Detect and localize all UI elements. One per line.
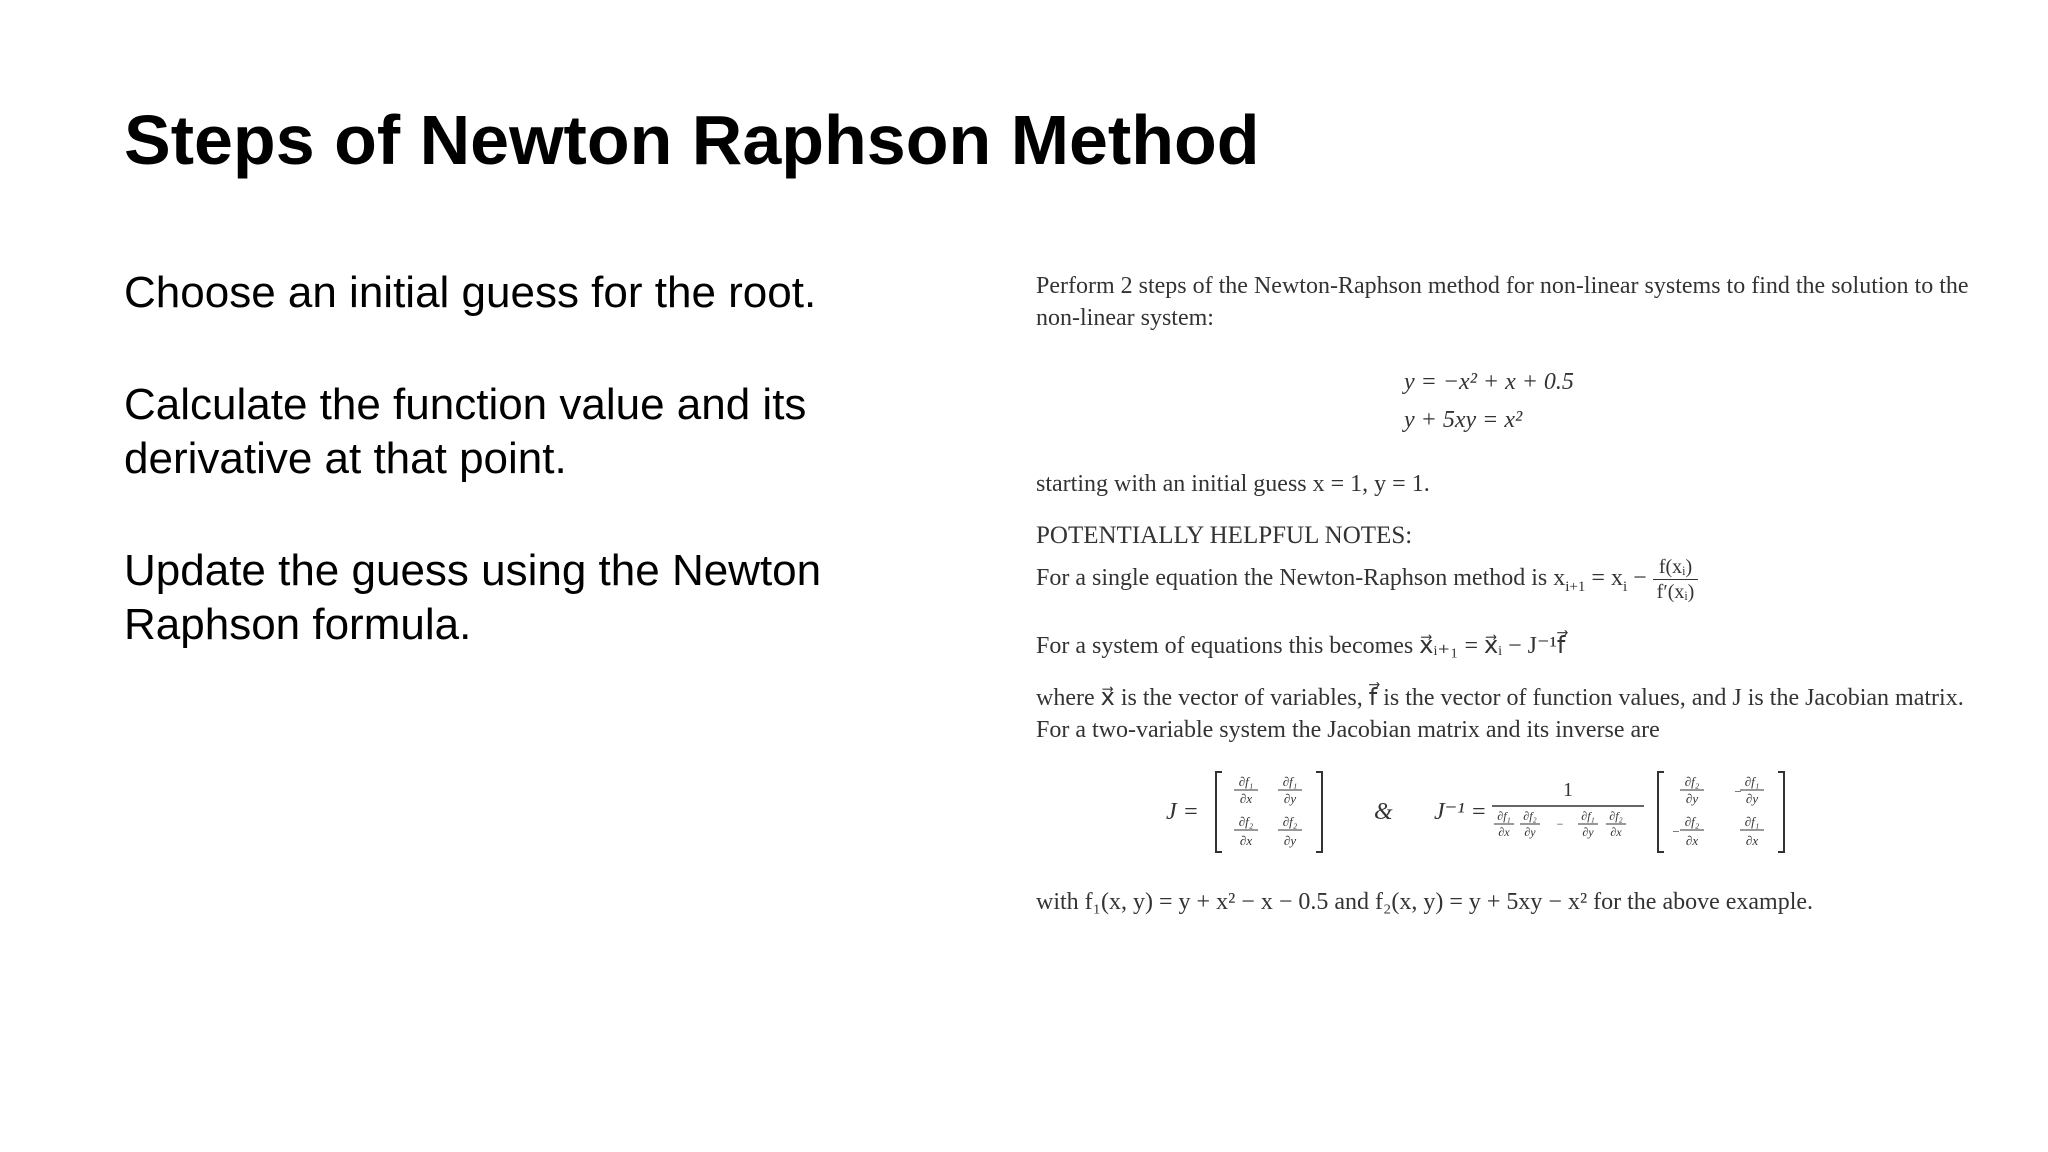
jacobian-inverse-scalar	[1488, 774, 1648, 854]
jacobian-inverse-label: J⁻¹ =	[1434, 799, 1487, 825]
svg-text:∂y: ∂y	[1283, 791, 1297, 806]
svg-text:∂f₁: ∂f₁	[1497, 809, 1511, 823]
svg-text:∂f₁: ∂f₁	[1238, 774, 1254, 789]
single-eq-fraction	[1653, 555, 1699, 604]
notes-heading: POTENTIALLY HELPFUL NOTES:	[1036, 522, 1413, 549]
single-equation-line	[1036, 548, 1698, 617]
problem-image	[1036, 266, 1969, 936]
slide-title: Steps of Newton Raphson Method	[124, 101, 1260, 179]
jacobian-label: J =	[1166, 799, 1199, 825]
fraction-numerator: f(xᵢ)	[1653, 555, 1699, 580]
svg-text:∂x: ∂x	[1239, 791, 1253, 806]
svg-text:∂x: ∂x	[1239, 833, 1253, 848]
jacobian-matrix	[1214, 770, 1324, 854]
svg-text:∂f₂: ∂f₂	[1684, 774, 1700, 789]
jacobian-inverse-matrix	[1656, 770, 1786, 854]
svg-text:∂x: ∂x	[1610, 825, 1622, 839]
system-text: For a system of equations this becomes x⃗ᵢ₊₁ = x⃗ᵢ − J⁻¹f⃗	[1036, 633, 1566, 659]
bullet-item	[124, 544, 924, 652]
bullet-line: Choose an initial guess for the root.	[124, 268, 817, 317]
svg-text:∂f₂: ∂f₂	[1609, 809, 1623, 823]
svg-text:−: −	[1734, 784, 1742, 799]
equation-2: y + 5xy = x²	[1404, 407, 1523, 433]
bullet-list	[124, 266, 924, 710]
svg-text:∂x: ∂x	[1685, 833, 1699, 848]
svg-text:∂y: ∂y	[1524, 825, 1536, 839]
svg-text:∂f₂: ∂f₂	[1238, 814, 1254, 829]
fraction-denominator: f′(xᵢ)	[1656, 580, 1695, 603]
single-eq-text: For a single equation the Newton-Raphson method is x	[1036, 565, 1566, 591]
svg-text:−: −	[1672, 824, 1680, 839]
svg-text:∂y: ∂y	[1582, 825, 1594, 839]
problem-intro-line2: non-linear system:	[1036, 305, 1214, 331]
equation-1: y = −x² + x + 0.5	[1404, 369, 1574, 395]
bullet-line: derivative at that point.	[124, 434, 567, 483]
svg-text:∂x: ∂x	[1498, 825, 1510, 839]
initial-guess-text: starting with an initial guess x = 1, y = 1.	[1036, 471, 1430, 497]
single-eq-rhs: = x	[1585, 565, 1623, 591]
svg-text:∂f₂: ∂f₂	[1523, 809, 1537, 823]
svg-text:∂y: ∂y	[1283, 833, 1297, 848]
bullet-line: Update the guess using the Newton	[124, 546, 822, 595]
svg-text:∂f₁: ∂f₁	[1744, 774, 1760, 789]
single-eq-sub: i+1	[1565, 578, 1586, 595]
example-functions-text: with f₁(x, y) = y + x² − x − 0.5 and f₂(x, y) = y + 5xy − x² for the above example.	[1036, 889, 1814, 915]
bullet-line: Raphson formula.	[124, 600, 472, 649]
svg-text:∂f₁: ∂f₁	[1744, 814, 1760, 829]
where-text: where x⃗ is the vector of variables, f⃗ is the vector of function values, and J is the Jacobian matrix.	[1036, 685, 1964, 711]
svg-text:−: −	[1556, 817, 1564, 831]
ampersand: &	[1374, 799, 1393, 825]
svg-text:∂y: ∂y	[1745, 791, 1759, 806]
single-eq-rhs-sub: i	[1622, 578, 1628, 595]
two-variable-text: For a two-variable system the Jacobian matrix and its inverse are	[1036, 717, 1660, 743]
single-eq-minus: −	[1627, 565, 1653, 591]
svg-text:∂f₂: ∂f₂	[1684, 814, 1700, 829]
problem-intro-line1: Perform 2 steps of the Newton-Raphson method for non-linear systems to find the solution to the	[1036, 273, 1969, 299]
bullet-line: Calculate the function value and its	[124, 380, 807, 429]
svg-text:∂f₁: ∂f₁	[1282, 774, 1298, 789]
svg-text:∂y: ∂y	[1685, 791, 1699, 806]
svg-text:∂f₁: ∂f₁	[1581, 809, 1595, 823]
bullet-item	[124, 266, 924, 320]
inverse-numerator: 1	[1563, 779, 1573, 801]
svg-text:∂f₂: ∂f₂	[1282, 814, 1298, 829]
svg-text:∂x: ∂x	[1745, 833, 1759, 848]
bullet-item	[124, 378, 924, 486]
